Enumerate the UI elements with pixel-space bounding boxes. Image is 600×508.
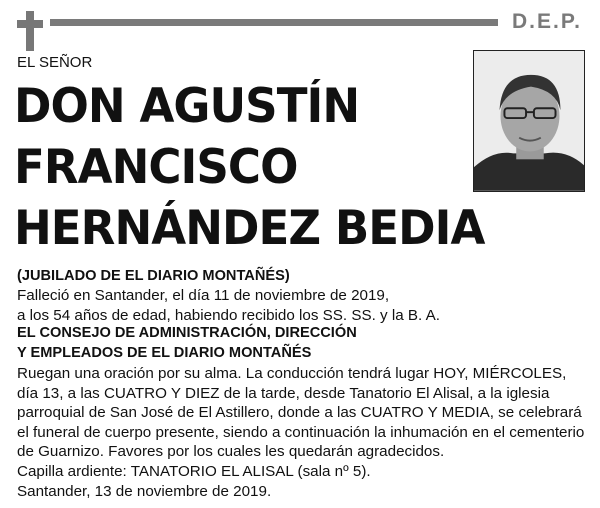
death-notice-line: a los 54 años de edad, habiendo recibido los SS. SS. y la B. A. <box>17 306 440 324</box>
name-line-1: DON AGUSTÍN <box>14 79 360 134</box>
mourners <box>17 324 357 363</box>
deceased-name <box>14 76 485 259</box>
portrait-photo <box>473 50 585 192</box>
name-line-2: FRANCISCO <box>14 140 298 195</box>
death-notice <box>17 286 440 325</box>
funeral-line: día 13, a las CUATRO Y DIEZ de la tarde, desde Tanatorio El Alisal, a la iglesia <box>17 384 550 402</box>
funeral-line: de Guarnizo. Favores por los cuales les quedarán agradecidos. <box>17 443 445 461</box>
funeral-line: el funeral de cuerpo presente, siendo a continuación la inhumación en el cementerio <box>17 423 585 441</box>
dep-label: D.E.P. <box>512 10 582 33</box>
latin-cross-icon <box>17 11 43 51</box>
affiliation: (JUBILADO DE EL DIARIO MONTAÑÉS) <box>17 268 290 284</box>
death-notice-line: Falleció en Santander, el día 11 de noviembre de 2019, <box>17 287 390 304</box>
closing-date: Santander, 13 de noviembre de 2019. <box>17 483 272 500</box>
funeral-line: Ruegan una oración por su alma. La conducción tendrá lugar HOY, MIÉRCOLES, <box>17 365 567 382</box>
honorific-prefix: EL SEÑOR <box>17 54 93 71</box>
mourners-line: EL CONSEJO DE ADMINISTRACIÓN, DIRECCIÓN <box>17 325 357 341</box>
mourners-line: Y EMPLEADOS DE EL DIARIO MONTAÑÉS <box>17 344 312 361</box>
header-rule <box>50 19 498 26</box>
funeral-line: parroquial de San José de El Astillero, donde a las CUATRO Y MEDIA, se celebrará <box>17 404 582 422</box>
funeral-details <box>17 364 584 462</box>
wake-location: Capilla ardiente: TANATORIO EL ALISAL (sala nº 5). <box>17 463 371 480</box>
name-line-3: HERNÁNDEZ BEDIA <box>14 201 485 256</box>
